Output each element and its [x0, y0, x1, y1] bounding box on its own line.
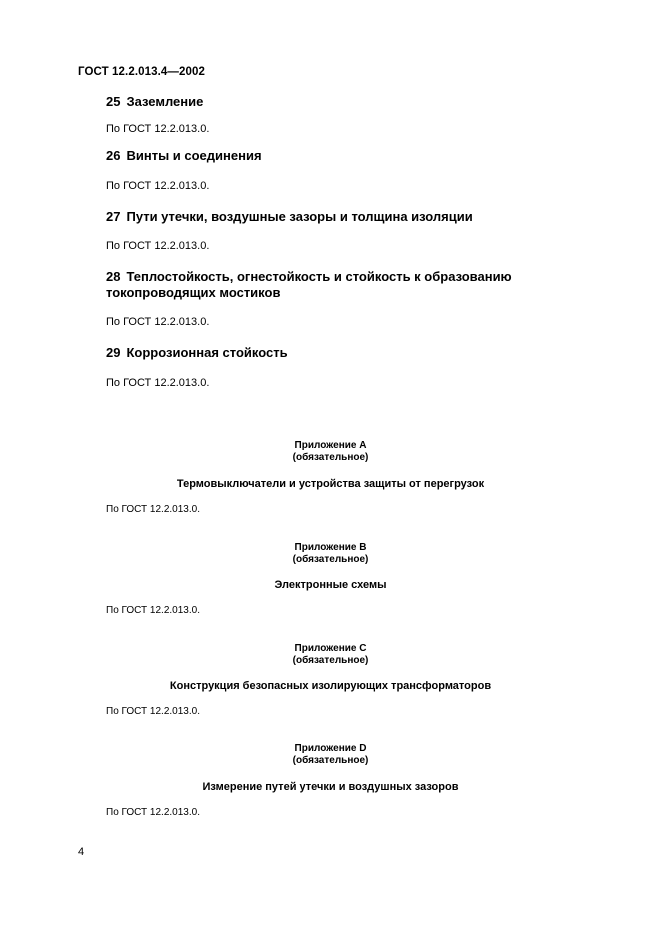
section-29-body: По ГОСТ 12.2.013.0. — [106, 377, 210, 389]
annex-b-title: Электронные схемы — [274, 579, 387, 591]
section-29-heading — [106, 345, 576, 361]
document-header: ГОСТ 12.2.013.4—2002 — [78, 66, 205, 78]
section-27-heading — [106, 209, 576, 225]
annex-status: (обязательное) — [292, 452, 369, 463]
section-number: 29 — [106, 345, 121, 360]
section-26-heading — [106, 148, 576, 164]
annex-label: Приложение C — [294, 643, 367, 654]
section-28-body: По ГОСТ 12.2.013.0. — [106, 316, 210, 328]
annex-status: (обязательное) — [292, 554, 369, 565]
annex-label: Приложение D — [294, 743, 367, 754]
annex-status: (обязательное) — [292, 755, 369, 766]
section-title: Пути утечки, воздушные зазоры и толщина изоляции — [126, 209, 473, 224]
section-26-body: По ГОСТ 12.2.013.0. — [106, 180, 210, 192]
annex-c-title: Конструкция безопасных изолирующих трансформаторов — [169, 680, 492, 692]
section-27-body: По ГОСТ 12.2.013.0. — [106, 240, 210, 252]
annex-c-body: По ГОСТ 12.2.013.0. — [106, 706, 200, 717]
section-title: Теплостойкость, огнестойкость и стойкость к образованию токопроводящих мостиков — [106, 269, 512, 300]
annex-a-caption — [0, 440, 661, 464]
section-number: 26 — [106, 148, 121, 163]
section-title: Заземление — [126, 94, 204, 109]
annex-d-caption — [0, 743, 661, 767]
section-number: 28 — [106, 269, 121, 284]
annex-label: Приложение B — [294, 542, 367, 553]
annex-status: (обязательное) — [292, 655, 369, 666]
section-title: Коррозионная стойкость — [126, 345, 288, 360]
annex-b-caption — [0, 542, 661, 566]
annex-label: Приложение A — [294, 440, 367, 451]
section-number: 25 — [106, 94, 121, 109]
annex-a-body: По ГОСТ 12.2.013.0. — [106, 504, 200, 515]
annex-d-body: По ГОСТ 12.2.013.0. — [106, 807, 200, 818]
section-25-body: По ГОСТ 12.2.013.0. — [106, 123, 210, 135]
page-number: 4 — [78, 846, 85, 858]
section-28-heading — [106, 269, 546, 301]
annex-d-title: Измерение путей утечки и воздушных зазоров — [202, 781, 459, 793]
section-25-heading — [106, 94, 576, 110]
annex-c-caption — [0, 643, 661, 667]
annex-a-title: Термовыключатели и устройства защиты от перегрузок — [176, 478, 485, 490]
annex-b-body: По ГОСТ 12.2.013.0. — [106, 605, 200, 616]
section-number: 27 — [106, 209, 121, 224]
section-title: Винты и соединения — [126, 148, 262, 163]
